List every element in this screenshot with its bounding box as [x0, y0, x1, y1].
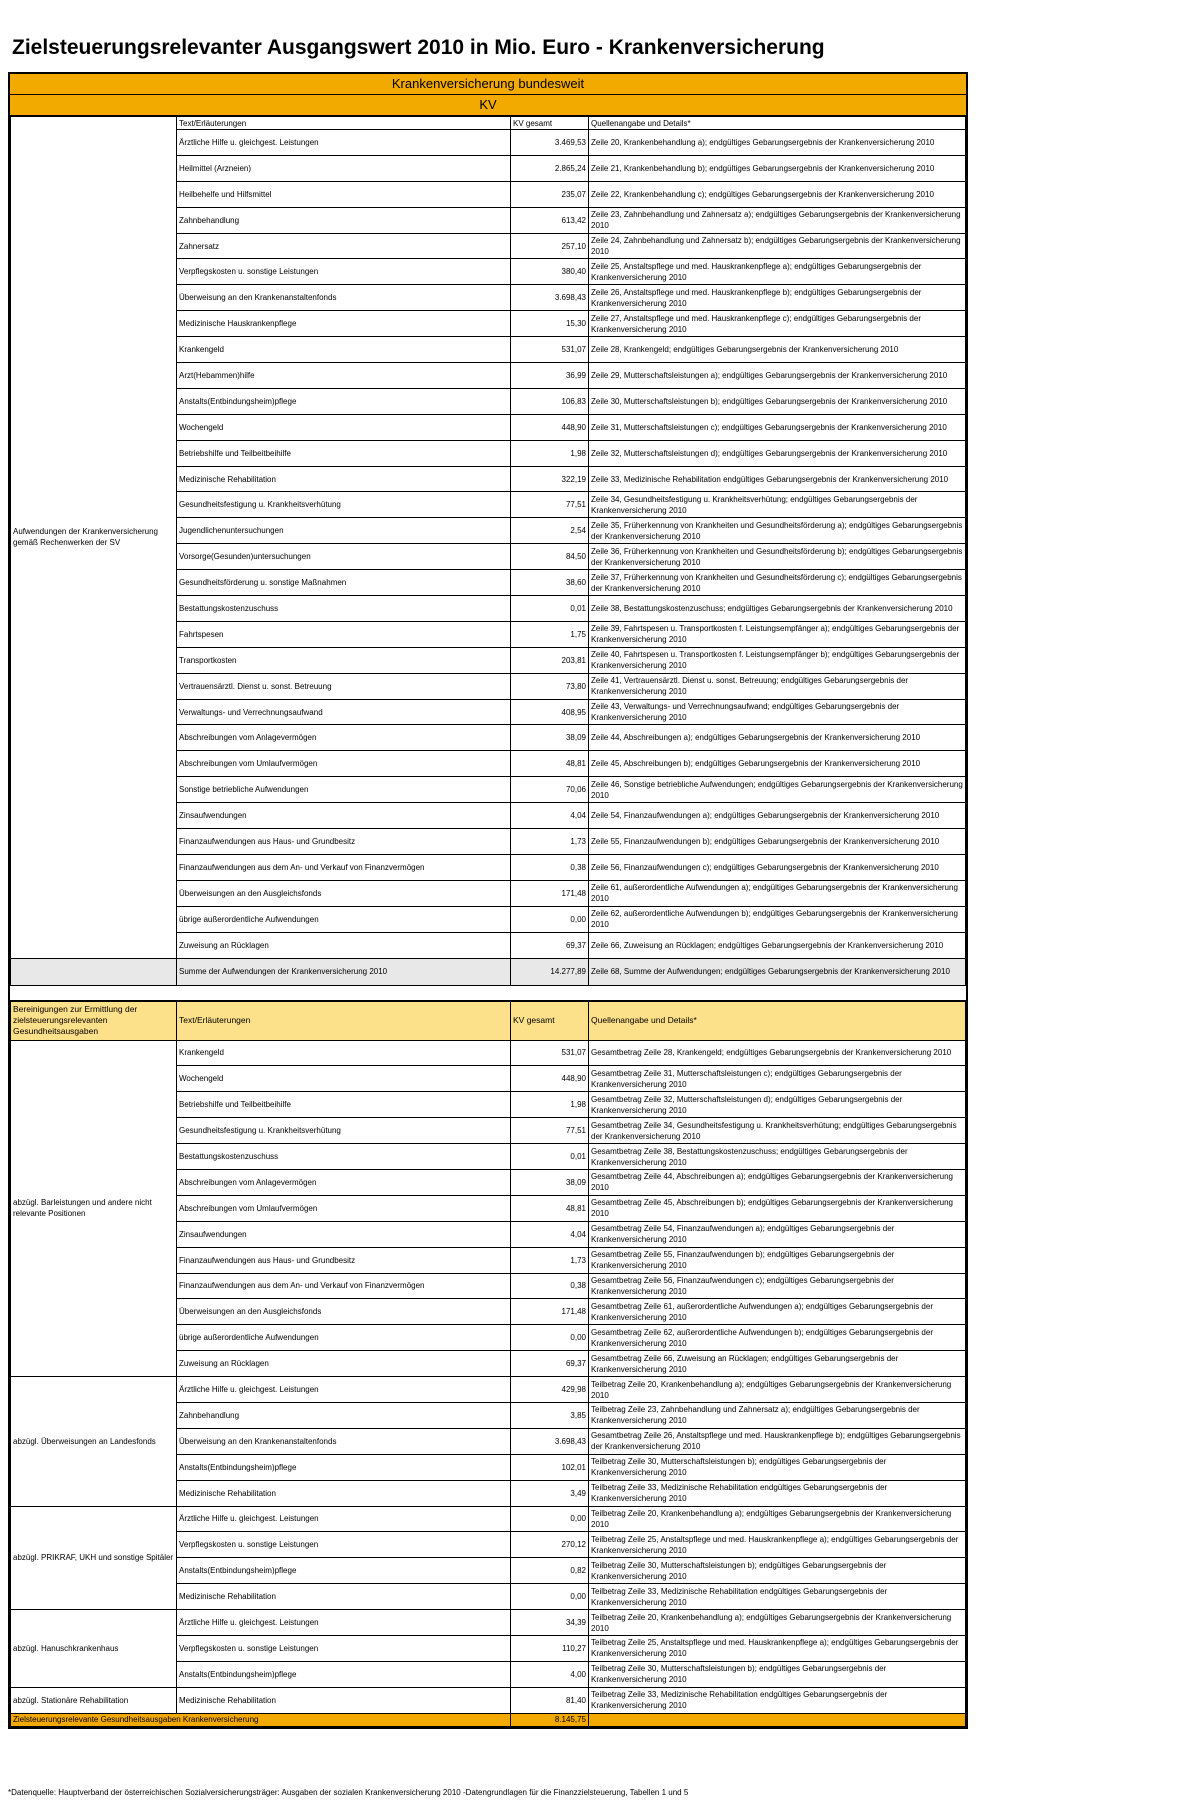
row-quelle: Teilbetrag Zeile 20, Krankenbehandlung a); endgültiges Gebarungsergebnis der Krankenversicherung 2010: [589, 1377, 966, 1403]
row-text: Wochengeld: [177, 1066, 511, 1092]
section-aufwendungen: [10, 116, 966, 986]
row-kv: 3,49: [511, 1480, 589, 1506]
row-kv: 0,38: [511, 1273, 589, 1299]
row-kv: 4,04: [511, 803, 589, 829]
row-kv: 38,09: [511, 725, 589, 751]
row-text: Überweisungen an den Ausgleichsfonds: [177, 880, 511, 906]
row-text: Jugendlichenuntersuchungen: [177, 518, 511, 544]
row-kv: 15,30: [511, 311, 589, 337]
row-kv: 48,81: [511, 751, 589, 777]
row-text: Sonstige betriebliche Aufwendungen: [177, 777, 511, 803]
row-kv: 3.698,43: [511, 1428, 589, 1454]
row-kv: 69,37: [511, 932, 589, 958]
row-kv: 203,81: [511, 647, 589, 673]
row-quelle: Zeile 39, Fahrtspesen u. Transportkosten f. Leistungsempfänger a); endgültiges Gebarungsergebnis der Krankenversicherung 2010: [589, 621, 966, 647]
row-quelle: Gesamtbetrag Zeile 31, Mutterschaftsleistungen c); endgültiges Gebarungsergebnis der Krankenversicherung 2010: [589, 1066, 966, 1092]
header-kv: KV gesamt: [511, 1001, 589, 1040]
row-kv: 1,73: [511, 1247, 589, 1273]
row-text: Zinsaufwendungen: [177, 803, 511, 829]
group-label: abzügl. Hanuschkrankenhaus: [11, 1610, 177, 1688]
row-kv: 36,99: [511, 363, 589, 389]
row-text: Abschreibungen vom Anlagevermögen: [177, 725, 511, 751]
row-quelle: Zeile 31, Mutterschaftsleistungen c); endgültiges Gebarungsergebnis der Krankenversicherung 2010: [589, 414, 966, 440]
row-text: Wochengeld: [177, 414, 511, 440]
row-text: Gesundheitsfestigung u. Krankheitsverhütung: [177, 1118, 511, 1144]
row-kv: 613,42: [511, 207, 589, 233]
row-text: Finanzaufwendungen aus Haus- und Grundbesitz: [177, 1247, 511, 1273]
row-kv: 3.469,53: [511, 130, 589, 156]
row-kv: 0,00: [511, 1325, 589, 1351]
table-row: [11, 1377, 966, 1403]
sum-text: Summe der Aufwendungen der Krankenversicherung 2010: [177, 958, 511, 985]
row-quelle: Gesamtbetrag Zeile 62, außerordentliche Aufwendungen b); endgültiges Gebarungsergebnis der Krankenversicherung 2010: [589, 1325, 966, 1351]
row-text: Verpflegskosten u. sonstige Leistungen: [177, 259, 511, 285]
row-kv: 84,50: [511, 544, 589, 570]
row-kv: 531,07: [511, 1040, 589, 1066]
kv-table: [8, 72, 968, 1729]
row-text: Transportkosten: [177, 647, 511, 673]
table-row: [11, 1040, 966, 1066]
row-quelle: Zeile 33, Medizinische Rehabilitation endgültiges Gebarungsergebnis der Krankenversicherung 2010: [589, 466, 966, 492]
row-text: Ärztliche Hilfe u. gleichgest. Leistungen: [177, 1377, 511, 1403]
band-bundesweit: Krankenversicherung bundesweit: [10, 74, 966, 95]
row-text: Zuweisung an Rücklagen: [177, 1351, 511, 1377]
row-quelle: Zeile 34, Gesundheitsfestigung u. Krankheitsverhütung; endgültiges Gebarungsergebnis der Krankenversicherung 2010: [589, 492, 966, 518]
row-kv: 38,09: [511, 1169, 589, 1195]
row-kv: 70,06: [511, 777, 589, 803]
row-text: Zahnbehandlung: [177, 207, 511, 233]
band-kv: KV: [10, 95, 966, 116]
row-kv: 1,73: [511, 829, 589, 855]
row-quelle: Zeile 54, Finanzaufwendungen a); endgültiges Gebarungsergebnis der Krankenversicherung 2010: [589, 803, 966, 829]
row-kv: 0,00: [511, 1506, 589, 1532]
row-quelle: Gesamtbetrag Zeile 45, Abschreibungen b); endgültiges Gebarungsergebnis der Krankenversicherung 2010: [589, 1195, 966, 1221]
total-row: [11, 1713, 966, 1726]
row-quelle: Zeile 37, Früherkennung von Krankheiten und Gesundheitsförderung c); endgültiges Gebarungsergebnis der Krankenversicherung 2010: [589, 570, 966, 596]
row-kv: 0,00: [511, 906, 589, 932]
row-quelle: Zeile 44, Abschreibungen a); endgültiges Gebarungsergebnis der Krankenversicherung 2010: [589, 725, 966, 751]
row-kv: 235,07: [511, 181, 589, 207]
row-quelle: Teilbetrag Zeile 33, Medizinische Rehabilitation endgültiges Gebarungsergebnis der Krankenversicherung 2010: [589, 1584, 966, 1610]
row-quelle: Gesamtbetrag Zeile 56, Finanzaufwendungen c); endgültiges Gebarungsergebnis der Krankenversicherung 2010: [589, 1273, 966, 1299]
row-kv: 2.865,24: [511, 155, 589, 181]
row-text: Abschreibungen vom Umlaufvermögen: [177, 1195, 511, 1221]
sum-row: [11, 958, 966, 985]
header-row: [11, 117, 966, 130]
row-text: Gesundheitsfestigung u. Krankheitsverhütung: [177, 492, 511, 518]
row-text: Zahnbehandlung: [177, 1402, 511, 1428]
row-quelle: Gesamtbetrag Zeile 28, Krankengeld; endgültiges Gebarungsergebnis der Krankenversicherung 2010: [589, 1040, 966, 1066]
row-text: Zuweisung an Rücklagen: [177, 932, 511, 958]
row-quelle: Zeile 25, Anstaltspflege und med. Hauskrankenpflege a); endgültiges Gebarungsergebnis der Krankenversicherung 2010: [589, 259, 966, 285]
row-kv: 171,48: [511, 1299, 589, 1325]
row-quelle: Teilbetrag Zeile 20, Krankenbehandlung a); endgültiges Gebarungsergebnis der Krankenversicherung 2010: [589, 1610, 966, 1636]
row-kv: 1,98: [511, 440, 589, 466]
group-label: abzügl. Barleistungen und andere nicht relevante Positionen: [11, 1040, 177, 1377]
row-quelle: Teilbetrag Zeile 30, Mutterschaftsleistungen b); endgültiges Gebarungsergebnis der Krankenversicherung 2010: [589, 1661, 966, 1687]
row-text: Anstalts(Entbindungsheim)pflege: [177, 1454, 511, 1480]
section-bereinigungen: [10, 1001, 966, 1727]
row-kv: 380,40: [511, 259, 589, 285]
row-quelle: Teilbetrag Zeile 33, Medizinische Rehabilitation endgültiges Gebarungsergebnis der Krankenversicherung 2010: [589, 1480, 966, 1506]
row-text: Verpflegskosten u. sonstige Leistungen: [177, 1532, 511, 1558]
row-text: Abschreibungen vom Umlaufvermögen: [177, 751, 511, 777]
row-text: Anstalts(Entbindungsheim)pflege: [177, 388, 511, 414]
group-label: abzügl. PRIKRAF, UKH und sonstige Spitäler: [11, 1506, 177, 1610]
row-quelle: Teilbetrag Zeile 25, Anstaltspflege und med. Hauskrankenpflege a); endgültiges Gebarungsergebnis der Krankenversicherung 2010: [589, 1635, 966, 1661]
row-quelle: Teilbetrag Zeile 33, Medizinische Rehabilitation endgültiges Gebarungsergebnis der Krankenversicherung 2010: [589, 1687, 966, 1713]
row-quelle: Teilbetrag Zeile 23, Zahnbehandlung und Zahnersatz a); endgültiges Gebarungsergebnis der Krankenversicherung 2010: [589, 1402, 966, 1428]
row-text: Finanzaufwendungen aus dem An- und Verkauf von Finanzvermögen: [177, 854, 511, 880]
row-quelle: Gesamtbetrag Zeile 54, Finanzaufwendungen a); endgültiges Gebarungsergebnis der Krankenversicherung 2010: [589, 1221, 966, 1247]
row-text: Finanzaufwendungen aus dem An- und Verkauf von Finanzvermögen: [177, 1273, 511, 1299]
row-text: Medizinische Rehabilitation: [177, 1584, 511, 1610]
row-kv: 73,80: [511, 673, 589, 699]
total-spacer: [589, 1713, 966, 1726]
header-kv: KV gesamt: [511, 117, 589, 130]
row-text: Finanzaufwendungen aus Haus- und Grundbesitz: [177, 829, 511, 855]
row-kv: 0,38: [511, 854, 589, 880]
row-quelle: Zeile 41, Vertrauensärztl. Dienst u. sonst. Betreuung; endgültiges Gebarungsergebnis der Krankenversicherung 2010: [589, 673, 966, 699]
header-quelle: Quellenangabe und Details*: [589, 1001, 966, 1040]
row-kv: 4,04: [511, 1221, 589, 1247]
row-quelle: Teilbetrag Zeile 20, Krankenbehandlung a); endgültiges Gebarungsergebnis der Krankenversicherung 2010: [589, 1506, 966, 1532]
row-kv: 2,54: [511, 518, 589, 544]
row-text: Ärztliche Hilfe u. gleichgest. Leistungen: [177, 1506, 511, 1532]
row-kv: 448,90: [511, 414, 589, 440]
row-quelle: Teilbetrag Zeile 30, Mutterschaftsleistungen b); endgültiges Gebarungsergebnis der Krankenversicherung 2010: [589, 1558, 966, 1584]
row-quelle: Gesamtbetrag Zeile 26, Anstaltspflege und med. Hauskrankenpflege b); endgültiges Gebarungsergebnis der Krankenversicherung 2010: [589, 1428, 966, 1454]
row-text: Medizinische Rehabilitation: [177, 466, 511, 492]
row-text: Vertrauensärztl. Dienst u. sonst. Betreuung: [177, 673, 511, 699]
row-quelle: Zeile 24, Zahnbehandlung und Zahnersatz b); endgültiges Gebarungsergebnis der Krankenversicherung 2010: [589, 233, 966, 259]
row-quelle: Zeile 22, Krankenbehandlung c); endgültiges Gebarungsergebnis der Krankenversicherung 2010: [589, 181, 966, 207]
row-quelle: Zeile 28, Krankengeld; endgültiges Gebarungsergebnis der Krankenversicherung 2010: [589, 337, 966, 363]
row-kv: 0,82: [511, 1558, 589, 1584]
row-text: Verwaltungs- und Verrechnungsaufwand: [177, 699, 511, 725]
row-quelle: Zeile 26, Anstaltspflege und med. Hauskrankenpflege b); endgültiges Gebarungsergebnis der Krankenversicherung 2010: [589, 285, 966, 311]
row-text: Fahrtspesen: [177, 621, 511, 647]
header-text: Text/Erläuterungen: [177, 1001, 511, 1040]
row-text: Medizinische Rehabilitation: [177, 1480, 511, 1506]
row-kv: 3,85: [511, 1402, 589, 1428]
row-kv: 531,07: [511, 337, 589, 363]
row-kv: 448,90: [511, 1066, 589, 1092]
row-quelle: Gesamtbetrag Zeile 32, Mutterschaftsleistungen d); endgültiges Gebarungsergebnis der Krankenversicherung 2010: [589, 1092, 966, 1118]
row-quelle: Zeile 20, Krankenbehandlung a); endgültiges Gebarungsergebnis der Krankenversicherung 2010: [589, 130, 966, 156]
row-quelle: Zeile 38, Bestattungskostenzuschuss; endgültiges Gebarungsergebnis der Krankenversicherung 2010: [589, 596, 966, 622]
sum-quelle: Zeile 68, Summe der Aufwendungen; endgültiges Gebarungsergebnis der Krankenversicherung 2010: [589, 958, 966, 985]
row-quelle: Zeile 32, Mutterschaftsleistungen d); endgültiges Gebarungsergebnis der Krankenversicherung 2010: [589, 440, 966, 466]
row-quelle: Zeile 21, Krankenbehandlung b); endgültiges Gebarungsergebnis der Krankenversicherung 2010: [589, 155, 966, 181]
row-text: Bestattungskostenzuschuss: [177, 1144, 511, 1170]
row-quelle: Zeile 55, Finanzaufwendungen b); endgültiges Gebarungsergebnis der Krankenversicherung 2010: [589, 829, 966, 855]
row-text: Verpflegskosten u. sonstige Leistungen: [177, 1635, 511, 1661]
header-quelle: Quellenangabe und Details*: [589, 117, 966, 130]
row-kv: 322,19: [511, 466, 589, 492]
row-quelle: Zeile 29, Mutterschaftsleistungen a); endgültiges Gebarungsergebnis der Krankenversicherung 2010: [589, 363, 966, 389]
total-kv: 8.145,75: [511, 1713, 589, 1726]
row-text: Medizinische Rehabilitation: [177, 1687, 511, 1713]
row-text: Zinsaufwendungen: [177, 1221, 511, 1247]
row-text: Ärztliche Hilfe u. gleichgest. Leistungen: [177, 130, 511, 156]
row-kv: 0,01: [511, 1144, 589, 1170]
row-kv: 3.698,43: [511, 285, 589, 311]
row-kv: 171,48: [511, 880, 589, 906]
sum-kv: 14.277,89: [511, 958, 589, 985]
row-quelle: Zeile 66, Zuweisung an Rücklagen; endgültiges Gebarungsergebnis der Krankenversicherung 2010: [589, 932, 966, 958]
row-kv: 81,40: [511, 1687, 589, 1713]
row-quelle: Zeile 30, Mutterschaftsleistungen b); endgültiges Gebarungsergebnis der Krankenversicherung 2010: [589, 388, 966, 414]
row-text: Heilbehelfe und Hilfsmittel: [177, 181, 511, 207]
row-kv: 106,83: [511, 388, 589, 414]
row-quelle: Gesamtbetrag Zeile 55, Finanzaufwendungen b); endgültiges Gebarungsergebnis der Krankenversicherung 2010: [589, 1247, 966, 1273]
row-quelle: Gesamtbetrag Zeile 44, Abschreibungen a); endgültiges Gebarungsergebnis der Krankenversicherung 2010: [589, 1169, 966, 1195]
group-label: Aufwendungen der Krankenversicherung gemäß Rechenwerken der SV: [11, 117, 177, 959]
row-text: Abschreibungen vom Anlagevermögen: [177, 1169, 511, 1195]
row-quelle: Zeile 45, Abschreibungen b); endgültiges Gebarungsergebnis der Krankenversicherung 2010: [589, 751, 966, 777]
table-row: [11, 1506, 966, 1532]
header-label: Bereinigungen zur Ermittlung der zielsteuerungsrelevanten Gesundheitsausgaben: [11, 1001, 177, 1040]
row-text: Anstalts(Entbindungsheim)pflege: [177, 1558, 511, 1584]
row-text: Medizinische Hauskrankenpflege: [177, 311, 511, 337]
row-kv: 34,39: [511, 1610, 589, 1636]
row-text: Überweisungen an den Ausgleichsfonds: [177, 1299, 511, 1325]
row-kv: 0,01: [511, 596, 589, 622]
row-text: Überweisung an den Krankenanstaltenfonds: [177, 285, 511, 311]
header-row: [11, 1001, 966, 1040]
row-kv: 1,98: [511, 1092, 589, 1118]
row-kv: 69,37: [511, 1351, 589, 1377]
header-text: Text/Erläuterungen: [177, 117, 511, 130]
row-text: Bestattungskostenzuschuss: [177, 596, 511, 622]
row-text: Heilmittel (Arzneien): [177, 155, 511, 181]
row-kv: 48,81: [511, 1195, 589, 1221]
row-quelle: Zeile 61, außerordentliche Aufwendungen a); endgültiges Gebarungsergebnis der Krankenversicherung 2010: [589, 880, 966, 906]
row-text: Anstalts(Entbindungsheim)pflege: [177, 1661, 511, 1687]
sum-spacer: [11, 958, 177, 985]
row-quelle: Zeile 36, Früherkennung von Krankheiten und Gesundheitsförderung b); endgültiges Gebarungsergebnis der Krankenversicherung 2010: [589, 544, 966, 570]
page-title: Zielsteuerungsrelevanter Ausgangswert 2010 in Mio. Euro - Krankenversicherung: [12, 36, 825, 59]
row-kv: 4,00: [511, 1661, 589, 1687]
total-text: Zielsteuerungsrelevante Gesundheitsausgaben Krankenversicherung: [11, 1713, 511, 1726]
row-quelle: Teilbetrag Zeile 30, Mutterschaftsleistungen b); endgültiges Gebarungsergebnis der Krankenversicherung 2010: [589, 1454, 966, 1480]
row-quelle: Zeile 23, Zahnbehandlung und Zahnersatz a); endgültiges Gebarungsergebnis der Krankenversicherung 2010: [589, 207, 966, 233]
row-quelle: Gesamtbetrag Zeile 66, Zuweisung an Rücklagen; endgültiges Gebarungsergebnis der Krankenversicherung 2010: [589, 1351, 966, 1377]
row-quelle: Zeile 46, Sonstige betriebliche Aufwendungen; endgültiges Gebarungsergebnis der Krankenversicherung 2010: [589, 777, 966, 803]
row-kv: 77,51: [511, 1118, 589, 1144]
group-label: abzügl. Überweisungen an Landesfonds: [11, 1377, 177, 1506]
row-text: Betriebshilfe und Teilbeitbeihilfe: [177, 1092, 511, 1118]
row-quelle: Teilbetrag Zeile 25, Anstaltspflege und med. Hauskrankenpflege a); endgültiges Gebarungsergebnis der Krankenversicherung 2010: [589, 1532, 966, 1558]
row-text: Vorsorge(Gesunden)untersuchungen: [177, 544, 511, 570]
row-text: Krankengeld: [177, 1040, 511, 1066]
row-kv: 429,98: [511, 1377, 589, 1403]
row-quelle: Gesamtbetrag Zeile 34, Gesundheitsfestigung u. Krankheitsverhütung; endgültiges Gebarungsergebnis der Krankenversicherung 2010: [589, 1118, 966, 1144]
table-row: [11, 1687, 966, 1713]
row-quelle: Gesamtbetrag Zeile 61, außerordentliche Aufwendungen a); endgültiges Gebarungsergebnis der Krankenversicherung 2010: [589, 1299, 966, 1325]
row-kv: 257,10: [511, 233, 589, 259]
row-text: Überweisung an den Krankenanstaltenfonds: [177, 1428, 511, 1454]
row-kv: 110,27: [511, 1635, 589, 1661]
row-text: Betriebshilfe und Teilbeitbeihilfe: [177, 440, 511, 466]
row-quelle: Zeile 43, Verwaltungs- und Verrechnungsaufwand; endgültiges Gebarungsergebnis der Krankenversicherung 2010: [589, 699, 966, 725]
row-quelle: Zeile 56, Finanzaufwendungen c); endgültiges Gebarungsergebnis der Krankenversicherung 2010: [589, 854, 966, 880]
row-kv: 38,60: [511, 570, 589, 596]
row-kv: 1,75: [511, 621, 589, 647]
row-kv: 77,51: [511, 492, 589, 518]
row-quelle: Zeile 35, Früherkennung von Krankheiten und Gesundheitsförderung a); endgültiges Gebarungsergebnis der Krankenversicherung 2010: [589, 518, 966, 544]
row-kv: 102,01: [511, 1454, 589, 1480]
row-text: Ärztliche Hilfe u. gleichgest. Leistungen: [177, 1610, 511, 1636]
row-text: Arzt(Hebammen)hilfe: [177, 363, 511, 389]
row-kv: 270,12: [511, 1532, 589, 1558]
row-text: übrige außerordentliche Aufwendungen: [177, 906, 511, 932]
row-text: Krankengeld: [177, 337, 511, 363]
row-quelle: Zeile 62, außerordentliche Aufwendungen b); endgültiges Gebarungsergebnis der Krankenversicherung 2010: [589, 906, 966, 932]
row-text: Zahnersatz: [177, 233, 511, 259]
footnote: *Datenquelle: Hauptverband der österreichischen Sozialversicherungsträger: Ausgaben der sozialen Krankenversicherung 2010 -Datengrundlagen für die Finanzzielsteuerung, Tabellen 1 und 5: [8, 1788, 689, 1797]
row-quelle: Gesamtbetrag Zeile 38, Bestattungskostenzuschuss; endgültiges Gebarungsergebnis der Krankenversicherung 2010: [589, 1144, 966, 1170]
row-text: übrige außerordentliche Aufwendungen: [177, 1325, 511, 1351]
section-gap: [10, 986, 966, 1001]
group-label: abzügl. Stationäre Rehabilitation: [11, 1687, 177, 1713]
row-kv: 0,00: [511, 1584, 589, 1610]
row-text: Gesundheitsförderung u. sonstige Maßnahmen: [177, 570, 511, 596]
row-kv: 408,95: [511, 699, 589, 725]
table-row: [11, 1610, 966, 1636]
row-quelle: Zeile 40, Fahrtspesen u. Transportkosten f. Leistungsempfänger b); endgültiges Gebarungsergebnis der Krankenversicherung 2010: [589, 647, 966, 673]
row-quelle: Zeile 27, Anstaltspflege und med. Hauskrankenpflege c); endgültiges Gebarungsergebnis der Krankenversicherung 2010: [589, 311, 966, 337]
